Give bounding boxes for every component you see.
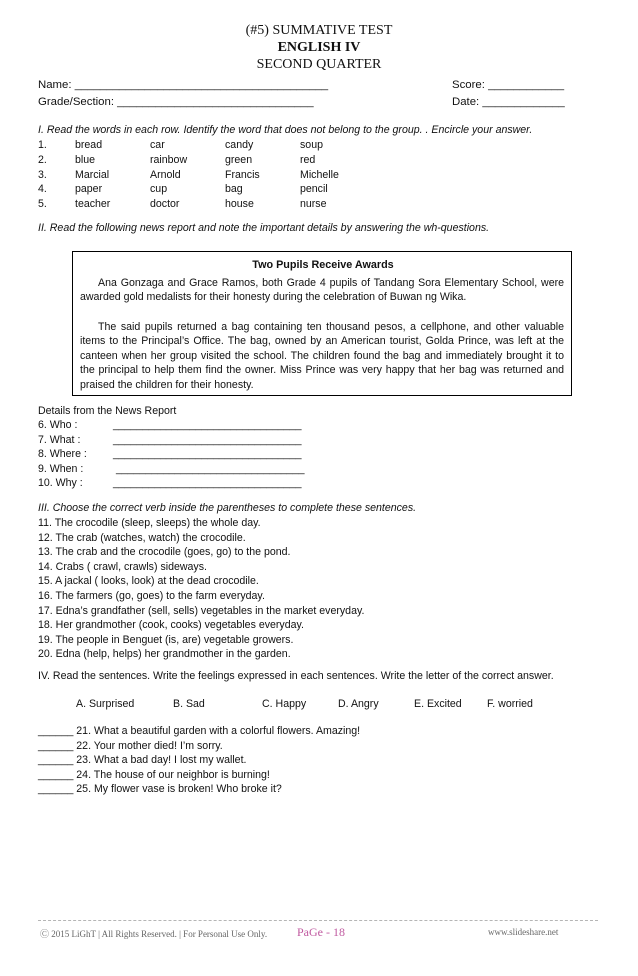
detail-answer-blank[interactable]: ________________________________ <box>113 448 302 461</box>
word-option[interactable]: candy <box>225 139 254 151</box>
name-field[interactable]: Name: ________________________________________ <box>38 79 329 91</box>
news-report-box <box>72 251 572 396</box>
word-option[interactable]: house <box>225 198 254 211</box>
date-field[interactable]: Date: _____________ <box>452 96 565 108</box>
detail-answer-blank[interactable]: ________________________________ <box>113 419 302 431</box>
score-field[interactable]: Score: ____________ <box>452 79 565 91</box>
item-number: 4. <box>38 183 47 196</box>
feeling-item[interactable]: ______ 23. What a bad day! I lost my wallet. <box>38 754 247 767</box>
word-option[interactable]: pencil <box>300 183 328 196</box>
feeling-item[interactable]: ______ 21. What a beautiful garden with a colorful flowers. Amazing! <box>38 725 361 737</box>
verb-item: 20. Edna (help, helps) her grandmother in the garden. <box>38 648 291 661</box>
detail-label: 7. What : <box>38 433 81 446</box>
part3-instruction: III. Choose the correct verb inside the parentheses to complete these sentences. <box>38 502 417 514</box>
word-option[interactable]: Francis <box>225 168 260 181</box>
feeling-item[interactable]: ______ 24. The house of our neighbor is burning! <box>38 768 270 781</box>
verb-item: 13. The crab and the crocodile (goes, go) to the pond. <box>38 546 291 559</box>
item-number: 1. <box>38 139 47 151</box>
item-number: 2. <box>38 153 47 166</box>
verb-item: 12. The crab (watches, watch) the crocodile. <box>38 531 246 544</box>
footer-copyright: Ⓒ 2015 LiGhT | All Rights Reserved. | For Personal Use Only. <box>40 929 268 939</box>
word-option[interactable]: car <box>150 139 165 151</box>
news-paragraph-2: The said pupils returned a bag containing ten thousand pesos, a cellphone, and other valuable items to the Principal’s Office. The bag, owned by an American tourist, Golda Prince, was left at the canteen when her group visited the school. The children found the bag and immediately brought it to the principal to help them find the owner. Miss Prince was very happy that her bag was returned and praised the children for their honesty. <box>80 321 564 391</box>
detail-answer-blank[interactable]: ________________________________ <box>113 433 302 446</box>
word-option[interactable]: bag <box>225 183 243 196</box>
feeling-item[interactable]: ______ 25. My flower vase is broken! Who broke it? <box>38 783 282 796</box>
word-option[interactable]: paper <box>75 183 103 196</box>
verb-item: 15. A jackal ( looks, look) at the dead crocodile. <box>38 575 259 588</box>
grade-section-field[interactable]: Grade/Section: _______________________________ <box>38 96 314 108</box>
verb-item: 18. Her grandmother (cook, cooks) vegetables everyday. <box>38 619 304 632</box>
word-option[interactable]: cup <box>150 183 168 196</box>
verb-item: 11. The crocodile (sleep, sleeps) the whole day. <box>38 517 261 529</box>
word-option[interactable]: bread <box>75 139 103 151</box>
word-option[interactable]: soup <box>300 139 323 151</box>
feeling-choice: A. Surprised <box>76 698 135 710</box>
feeling-item[interactable]: ______ 22. Your mother died! I’m sorry. <box>38 739 223 752</box>
feeling-choice: D. Angry <box>338 698 379 710</box>
quarter-title: SECOND QUARTER <box>256 57 382 72</box>
footer-divider <box>38 920 598 921</box>
feeling-choice: C. Happy <box>262 698 307 710</box>
subject-title: ENGLISH IV <box>277 40 361 55</box>
details-heading: Details from the News Report <box>38 405 177 417</box>
word-option[interactable]: Marcial <box>75 168 110 181</box>
detail-label: 8. Where : <box>38 448 87 461</box>
word-option[interactable]: blue <box>75 153 96 166</box>
feeling-choice: E. Excited <box>414 698 462 710</box>
detail-label: 10. Why : <box>38 477 83 490</box>
item-number: 5. <box>38 198 47 211</box>
item-number: 3. <box>38 168 47 181</box>
detail-answer-blank[interactable]: ________________________________ <box>116 462 305 475</box>
footer-page-number: PaGe - 18 <box>297 925 345 939</box>
part2-instruction: II. Read the following news report and note the important details by answering the wh-questions. <box>38 222 490 234</box>
word-option[interactable]: rainbow <box>150 153 188 166</box>
word-option[interactable]: teacher <box>75 198 111 211</box>
test-title: (#5) SUMMATIVE TEST <box>245 23 393 38</box>
word-option[interactable]: doctor <box>150 198 180 211</box>
word-option[interactable]: nurse <box>300 198 327 211</box>
feeling-choice: F. worried <box>487 698 533 710</box>
verb-item: 16. The farmers (go, goes) to the farm everyday. <box>38 590 265 602</box>
verb-item: 19. The people in Benguet (is, are) vegetable growers. <box>38 633 294 646</box>
word-option[interactable]: red <box>300 153 316 166</box>
footer-site: www.slideshare.net <box>488 927 559 937</box>
word-option[interactable]: Michelle <box>300 168 339 181</box>
news-title: Two Pupils Receive Awards <box>252 259 394 271</box>
verb-item: 14. Crabs ( crawl, crawls) sideways. <box>38 560 207 573</box>
word-option[interactable]: Arnold <box>150 168 181 181</box>
detail-answer-blank[interactable]: ________________________________ <box>113 477 302 490</box>
part1-instruction: I. Read the words in each row. Identify the word that does not belong to the group. . Encircle your answer. <box>38 124 533 136</box>
detail-label: 6. Who : <box>38 419 78 431</box>
word-option[interactable]: green <box>225 153 253 166</box>
news-paragraph-1: Ana Gonzaga and Grace Ramos, both Grade 4 pupils of Tandang Sora Elementary School, were awarded gold medalists for their honesty during the celebration of Buwan ng Wika. <box>80 277 564 304</box>
detail-label: 9. When : <box>38 462 84 475</box>
part4-instruction: IV. Read the sentences. Write the feelings expressed in each sentences. Write the letter of the correct answer. <box>38 670 554 682</box>
feeling-choice: B. Sad <box>173 698 205 710</box>
verb-item: 17. Edna’s grandfather (sell, sells) vegetables in the market everyday. <box>38 604 365 617</box>
